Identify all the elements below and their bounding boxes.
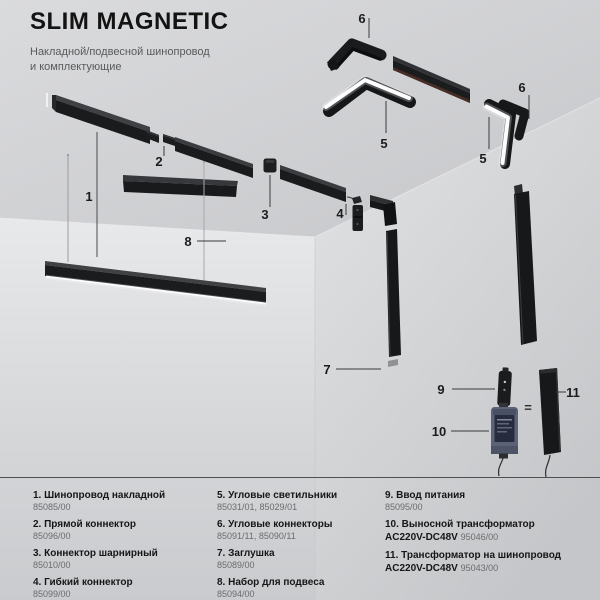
- legend-item-title: 7. Заглушка: [217, 548, 275, 559]
- legend-item-title: 9. Ввод питания: [385, 490, 466, 501]
- legend-item-code: 95046/00: [460, 532, 499, 542]
- legend-item-8: [217, 576, 337, 600]
- legend-item-code: 85096/00: [33, 531, 71, 541]
- legend-item-subtitle: [385, 531, 561, 544]
- legend-item-6: [217, 518, 337, 542]
- hinge-connector: [264, 159, 277, 173]
- callout-6b: 6: [518, 80, 526, 95]
- legend-item-voltage: AC220V-DC48V: [385, 563, 458, 574]
- callout-6a: 6: [358, 11, 366, 26]
- callout-3: 3: [261, 207, 269, 222]
- legend-item-title: 6. Угловые коннекторы: [217, 519, 333, 530]
- legend-column-3: [385, 489, 561, 580]
- legend-item-code: 85099/00: [33, 589, 71, 599]
- legend-item-title: 5. Угловые светильники: [217, 490, 338, 501]
- callout-11: 11: [566, 385, 580, 400]
- legend-item-title: 4. Гибкий коннектор: [33, 577, 133, 588]
- legend-item-subtitle: [385, 562, 561, 575]
- legend-item-2: [33, 518, 165, 542]
- header: [30, 8, 229, 75]
- legend-item-code: 85031/01, 85029/01: [217, 502, 298, 512]
- callout-5a: 5: [380, 136, 388, 151]
- power-input: [497, 367, 512, 407]
- callout-1: 1: [85, 189, 93, 204]
- legend: [0, 477, 600, 600]
- subtitle-line-1: Накладной/подвесной шинопровод: [30, 46, 210, 58]
- legend-item-5: [217, 489, 337, 513]
- page-subtitle: [30, 45, 229, 75]
- legend-item-code: 85010/00: [33, 560, 71, 570]
- legend-item-11: [385, 549, 561, 575]
- legend-item-10: [385, 518, 561, 544]
- equals-sign: =: [524, 400, 532, 415]
- legend-item-title: 3. Коннектор шарнирный: [33, 548, 158, 559]
- legend-item-title: 8. Набор для подвеса: [217, 577, 325, 588]
- callout-8: 8: [184, 234, 192, 249]
- callout-9: 9: [437, 382, 445, 397]
- callout-4: 4: [336, 206, 344, 221]
- subtitle-line-2: и комплектующие: [30, 61, 122, 73]
- callout-5b: 5: [479, 151, 487, 166]
- legend-column-2: [217, 489, 337, 600]
- legend-item-3: [33, 547, 165, 571]
- page-title: SLIM MAGNETIC: [30, 8, 229, 35]
- legend-item-9: [385, 489, 561, 513]
- legend-item-1: [33, 489, 165, 513]
- legend-item-code: 85091/11, 85090/11: [217, 531, 296, 541]
- legend-item-code: 95043/00: [460, 563, 499, 573]
- legend-item-title: 11. Трансформатор на шинопровод: [385, 550, 562, 561]
- legend-item-7: [217, 547, 337, 571]
- legend-item-title: 1. Шинопровод накладной: [33, 490, 166, 501]
- legend-column-1: [33, 489, 165, 600]
- legend-item-title: 2. Прямой коннектор: [33, 519, 137, 530]
- callout-2: 2: [155, 154, 163, 169]
- legend-item-code: 85085/00: [33, 502, 71, 512]
- legend-item-4: [33, 576, 165, 600]
- legend-item-code: 85095/00: [385, 502, 423, 512]
- callout-10: 10: [431, 424, 447, 439]
- legend-item-code: 85089/00: [217, 560, 255, 570]
- legend-item-title: 10. Выносной трансформатор: [385, 519, 535, 530]
- callout-7: 7: [323, 362, 331, 377]
- legend-item-code: 85094/00: [217, 589, 255, 599]
- legend-item-voltage: AC220V-DC48V: [385, 532, 458, 543]
